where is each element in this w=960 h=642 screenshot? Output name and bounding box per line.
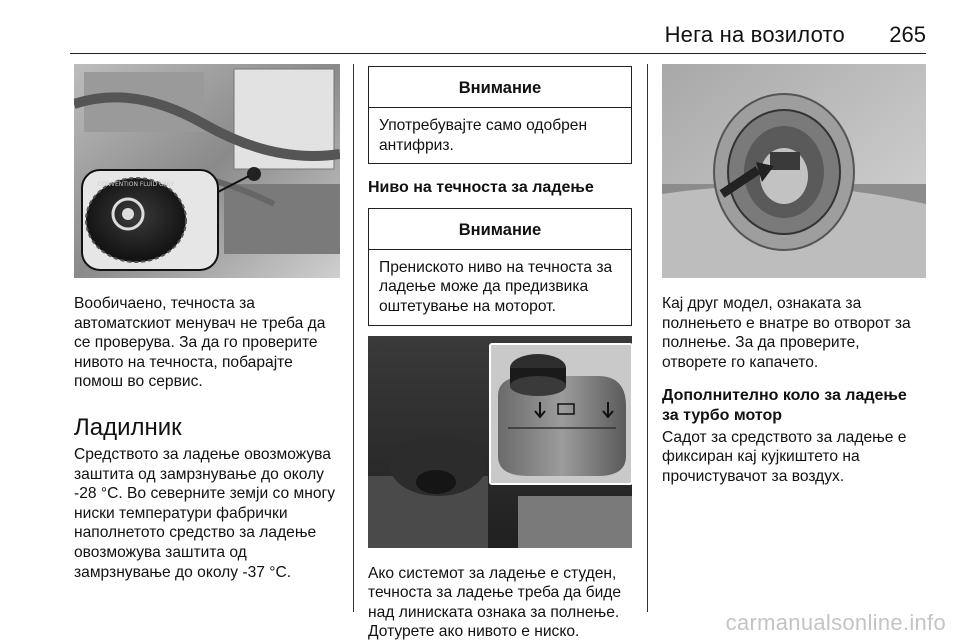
column-left <box>74 64 340 582</box>
coolant-reservoir-photo <box>368 336 632 548</box>
paragraph-transmission: Вообичаено, течноста за автоматскиот менувач не треба да се проверува. За да го проверите нивото на течноста, побарајте помош во сервис. <box>74 295 326 391</box>
transmission-fluid-cap-photo <box>74 64 340 278</box>
notice-title: Внимание <box>369 67 631 108</box>
paragraph-coolant-protection: Средството за ладење овозможува заштита од замрзнување до околу -28 °C. Во северните земји со многу ниски температури фабрички наполнетото средство за ладење овозможува заштита од замрзнување до околу -37 °C. <box>74 445 335 581</box>
heading-turbo-circuit: Дополнително коло за ладење за турбо мотор <box>662 387 907 424</box>
column-middle <box>368 64 632 642</box>
figure-cap-label: CONVENTION FLUID ONLY <box>97 181 175 188</box>
column-right <box>662 64 926 486</box>
paragraph-fill-mark: Кај друг модел, ознаката за полнењето е внатре во отворот за полнење. За да проверите, отворете го капачето. <box>662 295 911 371</box>
column-divider-left <box>353 64 354 612</box>
page-number: 265 <box>889 22 926 47</box>
notice-title: Внимание <box>369 209 631 250</box>
header-title: Нега на возилото <box>664 22 845 47</box>
notice-box-antifreeze <box>368 66 632 164</box>
notice-box-low-level <box>368 208 632 326</box>
page-header <box>0 0 960 52</box>
section-title-radiator: Ладилник <box>74 413 182 441</box>
notice-text: Прениското ниво на течноста за ладење може да предизвика оштетување на моторот. <box>379 258 613 315</box>
header-rule <box>70 53 926 54</box>
notice-text: Употребувајте само одобрен антифриз. <box>379 117 588 154</box>
heading-coolant-level: Ниво на течноста за ладење <box>368 179 594 197</box>
column-divider-right <box>647 64 648 612</box>
paragraph-reservoir-location: Садот за средството за ладење е фиксиран кај кујкиштето на прочистувачот за воздух. <box>662 428 907 485</box>
filler-neck-photo <box>662 64 926 278</box>
watermark-brand: carmanualsonline.info <box>725 610 946 635</box>
paragraph-coolant-check: Ако системот за ладење е студен, течноста за ладење треба да биде над линиската ознака за полнење. Дотурете ако нивото е ниско. <box>368 564 622 641</box>
